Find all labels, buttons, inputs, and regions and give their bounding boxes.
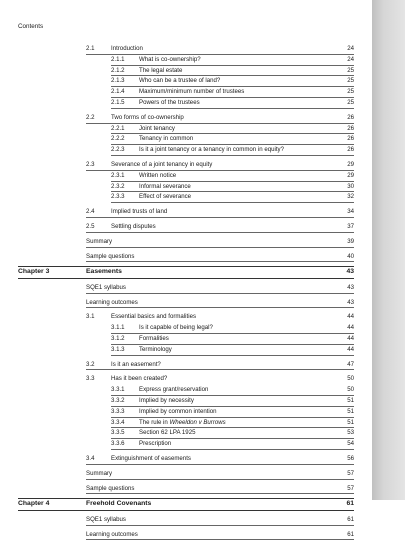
- entry-title: Sample questions: [86, 484, 135, 492]
- page-number: 61: [347, 515, 354, 523]
- toc-entry: [18, 484, 354, 495]
- entry-title: The rule in Wheeldon v Burrows: [139, 418, 226, 426]
- section-number: 3.1.2: [111, 335, 125, 343]
- entry-title: Express grant/reservation: [139, 386, 209, 394]
- section-number: 3.1.3: [111, 345, 125, 353]
- page-number: 24: [347, 55, 354, 63]
- entry-title: Terminology: [139, 345, 172, 353]
- page-number: 56: [347, 455, 354, 462]
- toc-entry: [18, 145, 354, 156]
- entry-title: Essential basics and formalities: [111, 313, 197, 321]
- toc-entry: [18, 207, 354, 218]
- entry-title: The legal estate: [139, 66, 183, 74]
- toc-entry: [18, 192, 354, 203]
- section-number: 3.3.4: [111, 418, 125, 426]
- section-number: 3.3.6: [111, 440, 125, 448]
- toc-entry: [18, 323, 354, 334]
- entry-title: Has it been created?: [111, 375, 168, 383]
- toc-entry: [18, 515, 354, 526]
- page-number: 25: [347, 98, 354, 106]
- section-number: 3.3.1: [111, 386, 125, 394]
- entry-title: Summary: [86, 469, 113, 477]
- page-number: 44: [347, 313, 354, 321]
- section-number: 2.1.4: [111, 88, 125, 96]
- page-number: 57: [347, 484, 354, 492]
- entry-title: Learning outcomes: [86, 530, 138, 538]
- entry-title: Summary: [86, 237, 113, 245]
- section-number: 2.1.5: [111, 98, 125, 106]
- toc-entry: [18, 76, 354, 87]
- toc-entry: [18, 113, 354, 124]
- toc-entry: [18, 530, 354, 540]
- section-number: 3.4: [86, 455, 95, 462]
- entry-title: Tenancy in common: [139, 135, 194, 143]
- toc-chapter-heading: [18, 498, 354, 511]
- section-number: 2.3.1: [111, 171, 125, 179]
- toc-chapter-heading: [18, 266, 354, 279]
- section-number: 2.3: [86, 160, 95, 168]
- page-number: 47: [347, 360, 354, 368]
- section-number: 3.3.5: [111, 429, 125, 437]
- entry-title: Is it an easement?: [111, 360, 161, 368]
- toc-entry: [18, 182, 354, 193]
- entry-title: Freehold Covenants: [86, 500, 152, 508]
- page-number: 24: [347, 45, 354, 52]
- page-number: 50: [347, 375, 354, 383]
- page-number: 34: [347, 208, 354, 216]
- entry-title: SQE1 syllabus: [86, 283, 126, 291]
- entry-title: Section 62 LPA 1925: [139, 429, 196, 437]
- chapter-label: Chapter 4: [18, 500, 50, 508]
- page-number: 44: [347, 335, 354, 343]
- page-number: 44: [347, 324, 354, 332]
- page-number: 32: [347, 193, 354, 201]
- page-number: 25: [347, 88, 354, 96]
- page-number: 53: [347, 429, 354, 437]
- entry-title: SQE1 syllabus: [86, 515, 126, 523]
- toc-entry: [18, 360, 354, 371]
- page-number: 50: [347, 386, 354, 394]
- running-head: Contents: [18, 23, 44, 30]
- page-number: 26: [347, 146, 354, 154]
- entry-title: Severance of a joint tenancy in equity: [111, 160, 213, 168]
- toc-entry: [18, 407, 354, 418]
- toc-entry: [18, 439, 354, 450]
- page-number: 40: [347, 252, 354, 260]
- toc-entry: [18, 171, 354, 182]
- page-number: 61: [347, 530, 354, 538]
- toc-entry: [18, 298, 354, 309]
- entry-title: Powers of the trustees: [139, 98, 200, 106]
- toc-entry: [18, 283, 354, 294]
- toc-entry: [18, 66, 354, 77]
- toc-entry: [18, 44, 354, 55]
- toc-entry: [18, 124, 354, 135]
- page-number: 54: [347, 440, 354, 448]
- entry-title: Is it a joint tenancy or a tenancy in common in equity?: [139, 146, 284, 154]
- toc-entry: [18, 98, 354, 109]
- section-number: 3.2: [86, 360, 95, 368]
- page-number: 29: [347, 171, 354, 179]
- section-number: 3.3: [86, 375, 95, 383]
- chapter-label: Chapter 3: [18, 268, 50, 276]
- toc-entry: [18, 55, 354, 66]
- entry-title: Implied by necessity: [139, 397, 194, 405]
- entry-title: Effect of severance: [139, 193, 192, 201]
- toc-entry: [18, 469, 354, 480]
- toc-entry: [18, 87, 354, 98]
- page-number: 39: [347, 237, 354, 245]
- toc-entry: [18, 222, 354, 233]
- section-number: 3.3.3: [111, 407, 125, 415]
- toc-entry: [18, 345, 354, 356]
- toc-entry: [18, 428, 354, 439]
- section-number: 2.4: [86, 208, 95, 216]
- entry-title: Introduction: [111, 45, 143, 52]
- toc-entry: [18, 418, 354, 429]
- page-number: 25: [347, 77, 354, 85]
- entry-title: Formalities: [139, 335, 169, 343]
- section-number: 2.1.3: [111, 77, 125, 85]
- page-edge-shadow: [372, 0, 405, 500]
- section-number: 3.1: [86, 313, 95, 321]
- entry-title: Implied by common intention: [139, 407, 217, 415]
- toc-entry: [18, 134, 354, 145]
- section-number: 2.2.1: [111, 124, 125, 132]
- entry-title: Two forms of co-ownership: [111, 113, 184, 121]
- entry-title: Is it capable of being legal?: [139, 324, 213, 332]
- page-number: 44: [347, 345, 354, 353]
- toc-entry: [18, 237, 354, 248]
- page-number: 43: [347, 298, 354, 306]
- page-number: 57: [347, 469, 354, 477]
- entry-title: Learning outcomes: [86, 298, 138, 306]
- section-number: 3.1.1: [111, 324, 125, 332]
- section-number: 2.1.1: [111, 55, 125, 63]
- page-number: 26: [347, 124, 354, 132]
- entry-title: Informal severance: [139, 182, 191, 190]
- section-number: 2.3.2: [111, 182, 125, 190]
- section-number: 3.3.2: [111, 397, 125, 405]
- page-number: 51: [347, 407, 354, 415]
- toc-entry: [18, 374, 354, 385]
- page-number: 26: [347, 113, 354, 121]
- entry-title: Prescription: [139, 440, 172, 448]
- toc-entry: [18, 252, 354, 263]
- section-number: 2.3.3: [111, 193, 125, 201]
- page-number: 43: [346, 268, 354, 276]
- section-number: 2.1.2: [111, 66, 125, 74]
- page-number: 51: [347, 418, 354, 426]
- entry-title: Settling disputes: [111, 222, 156, 230]
- page-number: 26: [347, 135, 354, 143]
- page-number: 30: [347, 182, 354, 190]
- toc-entry: [18, 334, 354, 345]
- section-number: 2.5: [86, 222, 95, 230]
- entry-title: Joint tenancy: [139, 124, 175, 132]
- entry-title: Sample questions: [86, 252, 135, 260]
- entry-title: What is co-ownership?: [139, 55, 201, 63]
- entry-title: Easements: [86, 268, 122, 276]
- section-number: 2.2: [86, 113, 95, 121]
- page-number: 29: [347, 160, 354, 168]
- section-number: 2.1: [86, 45, 95, 52]
- toc-entry: [18, 454, 354, 465]
- entry-title: Implied trusts of land: [111, 208, 168, 216]
- table-of-contents: [18, 44, 354, 540]
- entry-title: Extinguishment of easements: [111, 455, 191, 462]
- page-number: 61: [346, 500, 354, 508]
- section-number: 2.2.3: [111, 146, 125, 154]
- section-number: 2.2.2: [111, 135, 125, 143]
- entry-title: Maximum/minimum number of trustees: [139, 88, 245, 96]
- entry-title: Who can be a trustee of land?: [139, 77, 221, 85]
- toc-entry: [18, 312, 354, 323]
- page-number: 25: [347, 66, 354, 74]
- page-number: 37: [347, 222, 354, 230]
- entry-title: Written notice: [139, 171, 177, 179]
- page-number: 51: [347, 397, 354, 405]
- toc-entry: [18, 396, 354, 407]
- toc-entry: [18, 385, 354, 396]
- page-number: 43: [347, 283, 354, 291]
- toc-entry: [18, 160, 354, 171]
